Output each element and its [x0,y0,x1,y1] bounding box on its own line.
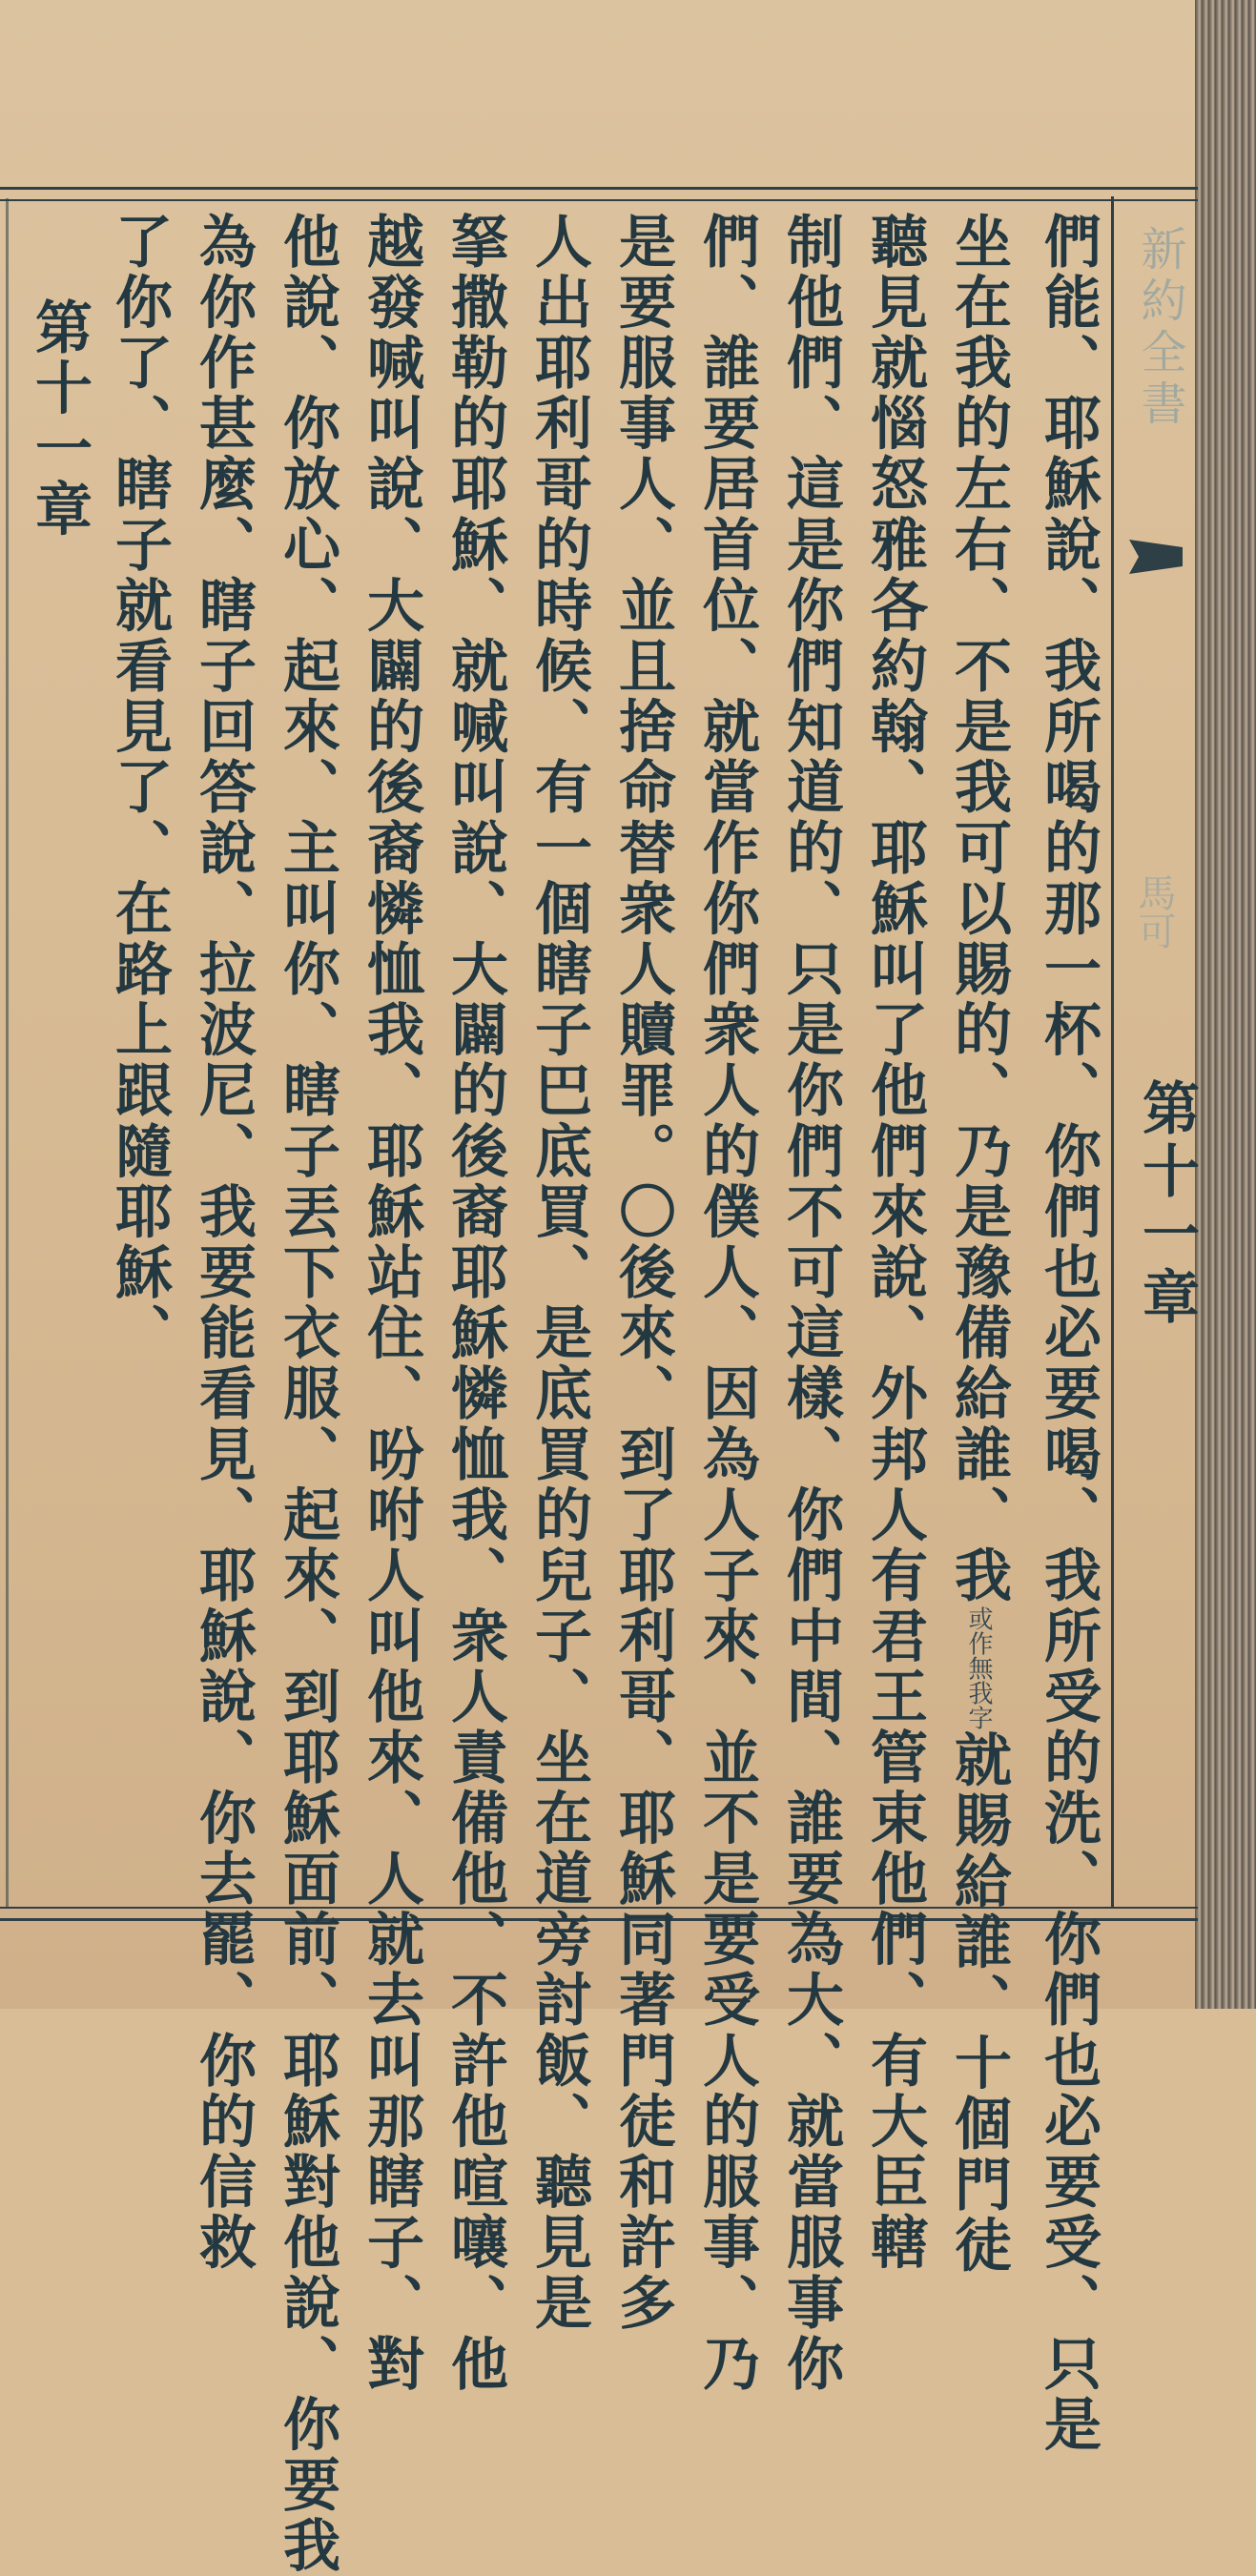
text-column: 們能、耶穌說、我所喝的那一杯、你們也必要喝、我所受的洗、你們也必要受、只是 [1035,212,1102,2456]
gloss-note: 或作無我字 [964,1605,993,1730]
text-column [183,212,263,2274]
text-column: 他說、你放心、起來、主叫你、瞎子丟下衣服、起來、到耶穌面前、耶穌對他說、你要我 [274,212,340,2576]
colophon-margin [1111,196,1198,1907]
main-text [19,212,1111,2576]
text-column: 越發喊叫說、大闢的後裔憐恤我、耶穌站住、吩咐人叫他來、人就去叫那瞎子、對 [358,212,424,2395]
bleed-through-title: 新約全書 [1133,225,1186,431]
column-text: 為你作甚麼、瞎子回答說、拉波尼、我要能看見、耶穌說、你去罷、你的信救 [190,212,257,2274]
text-column: 人出耶利哥的時候、有一個瞎子巴底買、是底買的兒子、坐在道旁討飯、聽見是 [525,212,592,2334]
frame-left-border [6,198,9,1907]
text-column: 拏撒勒的耶穌、就喊叫說、大闢的後裔耶穌憐恤我、衆人責備他、不許他喧嚷、他 [442,212,508,2395]
bleed-through-side: 馬可 [1132,873,1176,950]
text-column: 們、誰要居首位、就當作你們衆人的僕人、因為人子來、並不是要受人的服事、乃 [693,212,760,2395]
book-edge [1195,0,1256,2009]
text-column: 了你了、瞎子就看見了、在路上跟隨耶穌、 [106,212,173,1364]
column-text: 坐在我的左右、不是我可以賜的、乃是豫備給誰、我 [945,212,1012,1606]
chapter-heading: 第十一章 [26,297,93,541]
fish-tail-mark-icon [1129,540,1183,574]
column-text: 就賜給誰、十個門徒 [945,1729,1012,2277]
side-chapter-label: 第十一章 [1133,1078,1200,1330]
text-column [938,212,1019,2277]
text-column: 制他們、這是你們知道的、只是你們不可這樣、你們中間、誰要為大、就當服事你 [777,212,844,2395]
frame-bottom-border [0,1907,1198,1921]
frame-top-border [0,187,1198,201]
text-column: 是要服事人、並且捨命替衆人贖罪。〇後來、到了耶利哥、耶穌同著門徒和許多 [609,212,676,2334]
text-column: 聽見就惱怒雅各約翰、耶穌叫了他們來說、外邦人有君王管束他們、有大臣轄 [861,212,928,2274]
